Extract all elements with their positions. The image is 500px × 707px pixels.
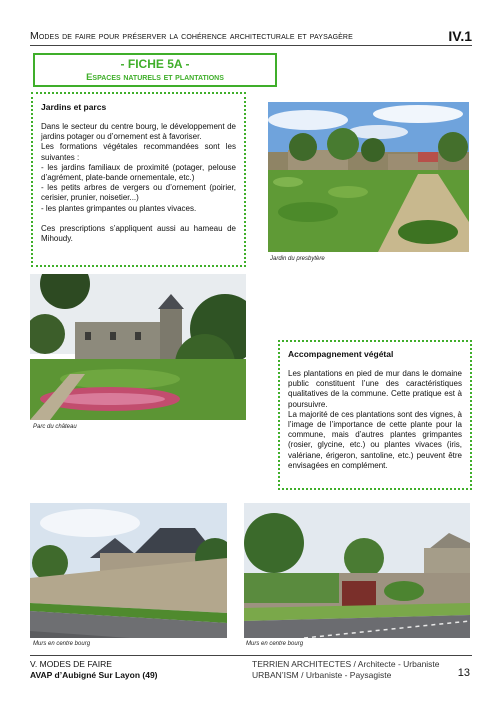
caption-chateau: Parc du château	[33, 424, 77, 430]
footer-author-2: URBAN’ISM / Urbaniste - Paysagiste	[252, 670, 392, 680]
fiche-title: - FICHE 5A -	[120, 57, 190, 71]
footer-divider	[30, 655, 472, 656]
page-number: 13	[457, 667, 470, 679]
accompagnement-vegetal-box	[278, 340, 472, 490]
photo-jardin-presbytere	[268, 102, 469, 252]
section-number: IV.1	[448, 28, 472, 44]
header-divider	[30, 45, 472, 46]
jardins-parcs-box	[31, 92, 246, 267]
caption-murs-1: Murs en centre bourg	[33, 641, 91, 647]
fiche-subtitle: Espaces naturels et plantations	[86, 72, 224, 83]
accompagnement-vegetal-heading: Accompagnement végétal	[288, 349, 394, 359]
fiche-title-box	[33, 53, 277, 87]
footer-author-1: TERRIEN ARCHITECTES / Architecte - Urbaniste	[252, 659, 440, 669]
caption-murs-2: Murs en centre bourg	[246, 641, 304, 647]
page-header-title: Modes de faire pour préserver la cohérence architecturale et paysagère	[30, 30, 353, 42]
photo-parc-chateau	[30, 274, 246, 420]
photo-murs-centre-bourg-2	[244, 503, 470, 638]
accompagnement-vegetal-text: Les plantations en pied de mur dans le domaine public constituent l’une des caractéristiques qualitatives de la commune. Cette pratique est à poursuivre. La majorité de ces plantations sont des vignes, à l’image de l’importance de cette plante pour la commune, mais d’autres plantes grimpantes (rosier, glycine, etc.) ou plantes vivaces (iris, valériane, érigeron, santoline, etc.) peuvent être envisagées en complément.	[288, 369, 462, 470]
caption-presbytere: Jardin du presbytère	[270, 256, 325, 262]
footer-section: V. MODES DE FAIRE	[30, 659, 112, 669]
footer-document: AVAP d’Aubigné Sur Layon (49)	[30, 670, 158, 680]
jardins-parcs-heading: Jardins et parcs	[41, 102, 107, 112]
photo-murs-centre-bourg-1	[30, 503, 227, 638]
jardins-parcs-text: Dans le secteur du centre bourg, le développement de jardins potager ou d’ornement est à favoriser. Les formations végétales recommandées sont les suivantes : - les jardins familiaux de proximité (potager, pelouse d’agrément, plate-bande ornementale, etc.) - les petits arbres de vergers ou d’ornement (poirier, cerisier, prunier, noisetier...) - les plantes grimpantes ou plantes vivaces. Ces prescriptions s’appliquent aussi au hameau de Mihoudy.	[41, 122, 236, 244]
